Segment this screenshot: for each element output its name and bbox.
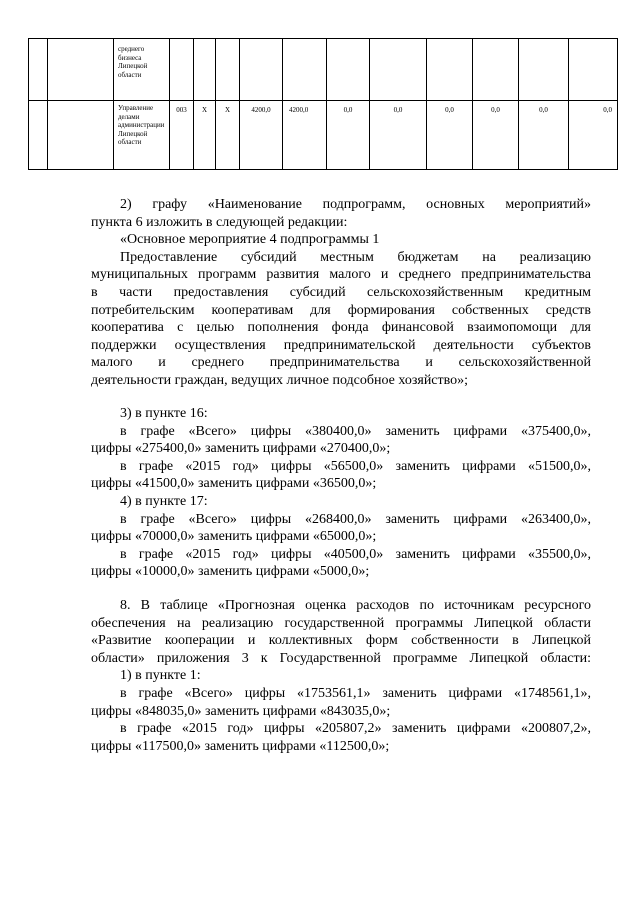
row2-name-cell: Управление делами администрации Липецкой области	[114, 101, 170, 170]
paragraph-item-3-4	[91, 405, 591, 581]
text-line: поддержки осуществления предпринимательской деятельности субъектов	[91, 337, 591, 353]
table-cell	[569, 39, 618, 101]
text-line: деятельности граждан, ведущих личное подсобное хозяйство»;	[91, 372, 469, 388]
value-cell: 0,0	[427, 101, 473, 170]
text-line: цифры «848035,0» заменить цифрами «843035,0»;	[91, 703, 391, 719]
value-cell: 4200,0	[283, 101, 327, 170]
table-cell	[240, 39, 283, 101]
text-line: в графе «2015 год» цифры «205807,2» заменить цифрами «200807,2»,	[120, 721, 591, 737]
text-line: 3) в пункте 16:	[120, 406, 208, 421]
text-line: цифры «41500,0» заменить цифрами «36500,0»;	[91, 476, 377, 492]
text-line: в графе «Всего» цифры «268400,0» заменить цифрами «263400,0»,	[120, 511, 591, 527]
text-line: обеспечения на реализацию государственной программы Липецкой области	[91, 615, 591, 631]
text-line: «Развитие кооперации и коллективных форм собственности в Липецкой	[91, 633, 591, 649]
row1-name-cell: среднего бизнеса Липецкой области	[114, 39, 170, 101]
text-line: цифры «70000,0» заменить цифрами «65000,0»;	[91, 529, 377, 545]
text-line: в графе «Всего» цифры «380400,0» заменить цифрами «375400,0»,	[120, 423, 591, 439]
value-cell: 0,0	[327, 101, 370, 170]
text-line: 8. В таблице «Прогнозная оценка расходов по источникам ресурсного	[120, 598, 591, 613]
paragraph-item-2	[91, 196, 591, 390]
table-cell	[194, 39, 216, 101]
table-cell	[170, 39, 194, 101]
table-cell	[29, 101, 48, 170]
x-cell: X	[194, 101, 216, 170]
text-line: муниципальных программ развития малого и среднего предпринимательства	[91, 267, 591, 283]
table-cell	[370, 39, 427, 101]
text-line: пункта 6 изложить в следующей редакции:	[91, 214, 348, 230]
table-cell	[283, 39, 327, 101]
text-line: 2) графу «Наименование подпрограмм, основных мероприятий»	[120, 197, 591, 212]
x-cell: X	[216, 101, 240, 170]
value-cell: 4200,0	[240, 101, 283, 170]
text-line: цифры «275400,0» заменить цифрами «270400,0»;	[91, 441, 391, 457]
value-cell: 0,0	[569, 101, 618, 170]
text-line: «Основное мероприятие 4 подпрограммы 1	[120, 232, 380, 248]
budget-table	[28, 38, 618, 170]
table-row	[29, 39, 618, 101]
value-cell: 0,0	[473, 101, 519, 170]
table-cell	[216, 39, 240, 101]
table-cell	[48, 101, 114, 170]
text-line: кооператива с целью пополнения фонда финансовой взаимопомощи для	[91, 320, 591, 336]
text-line: цифры «117500,0» заменить цифрами «112500,0»;	[91, 738, 390, 754]
value-cell: 0,0	[519, 101, 569, 170]
text-line: потребительским кооперативам для формирования собственных средств	[91, 302, 591, 318]
text-line: малого и среднего предпринимательства и сельскохозяйственной	[91, 355, 591, 371]
text-line: Предоставление субсидий местным бюджетам на реализацию	[120, 249, 591, 265]
paragraph-item-8	[91, 597, 591, 755]
table-cell	[48, 39, 114, 101]
table-cell	[519, 39, 569, 101]
code-cell: 003	[170, 101, 194, 170]
text-line: в графе «2015 год» цифры «40500,0» заменить цифрами «35500,0»,	[120, 546, 591, 562]
table-row	[29, 101, 618, 170]
text-line: 4) в пункте 17:	[120, 493, 208, 509]
text-line: в графе «2015 год» цифры «56500,0» заменить цифрами «51500,0»,	[120, 458, 591, 474]
value-cell: 0,0	[370, 101, 427, 170]
text-line: в графе «Всего» цифры «1753561,1» заменить цифрами «1748561,1»,	[120, 685, 591, 701]
text-line: в части предоставления субсидий сельскохозяйственным кредитным	[91, 284, 591, 300]
text-line: области» приложения 3 к Государственной программе Липецкой области:	[91, 650, 591, 666]
table-cell	[327, 39, 370, 101]
table-cell	[29, 39, 48, 101]
table-cell	[427, 39, 473, 101]
text-line: цифры «10000,0» заменить цифрами «5000,0»;	[91, 564, 370, 580]
text-line: 1) в пункте 1:	[120, 668, 201, 684]
table-cell	[473, 39, 519, 101]
